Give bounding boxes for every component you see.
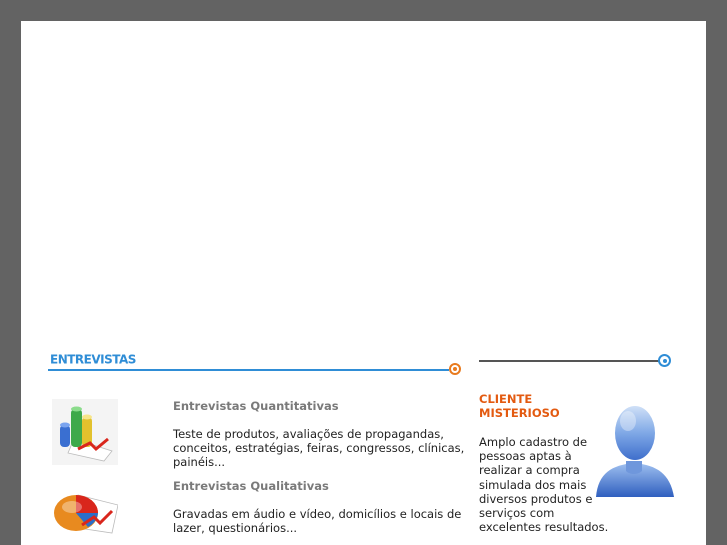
item-description: Teste de produtos, avaliações de propagandas, conceitos, estratégias, feiras, congressos, clínicas, painéis... <box>173 427 465 469</box>
bar-chart-icon <box>52 399 118 465</box>
sidebar-description: Amplo cadastro de pessoas aptas à realizar a compra simulada dos mais diversos produtos e serviços com excelentes resultados. <box>479 435 609 535</box>
item-description: Gravadas em áudio e vídeo, domicílios e locais de lazer, questionários... <box>173 507 462 535</box>
pie-chart-icon <box>52 479 118 545</box>
sidebar-divider <box>479 360 659 362</box>
divider-end-icon <box>449 363 461 375</box>
sidebar-title: CLIENTE MISTERIOSO <box>479 392 560 420</box>
section-heading: ENTREVISTAS <box>50 352 136 367</box>
item-title: Entrevistas Quantitativas <box>173 399 339 413</box>
divider-end-icon <box>658 354 671 367</box>
item-title: Entrevistas Qualitativas <box>173 479 329 493</box>
section-divider <box>48 369 449 371</box>
person-icon <box>590 399 678 499</box>
content-panel <box>21 21 706 545</box>
